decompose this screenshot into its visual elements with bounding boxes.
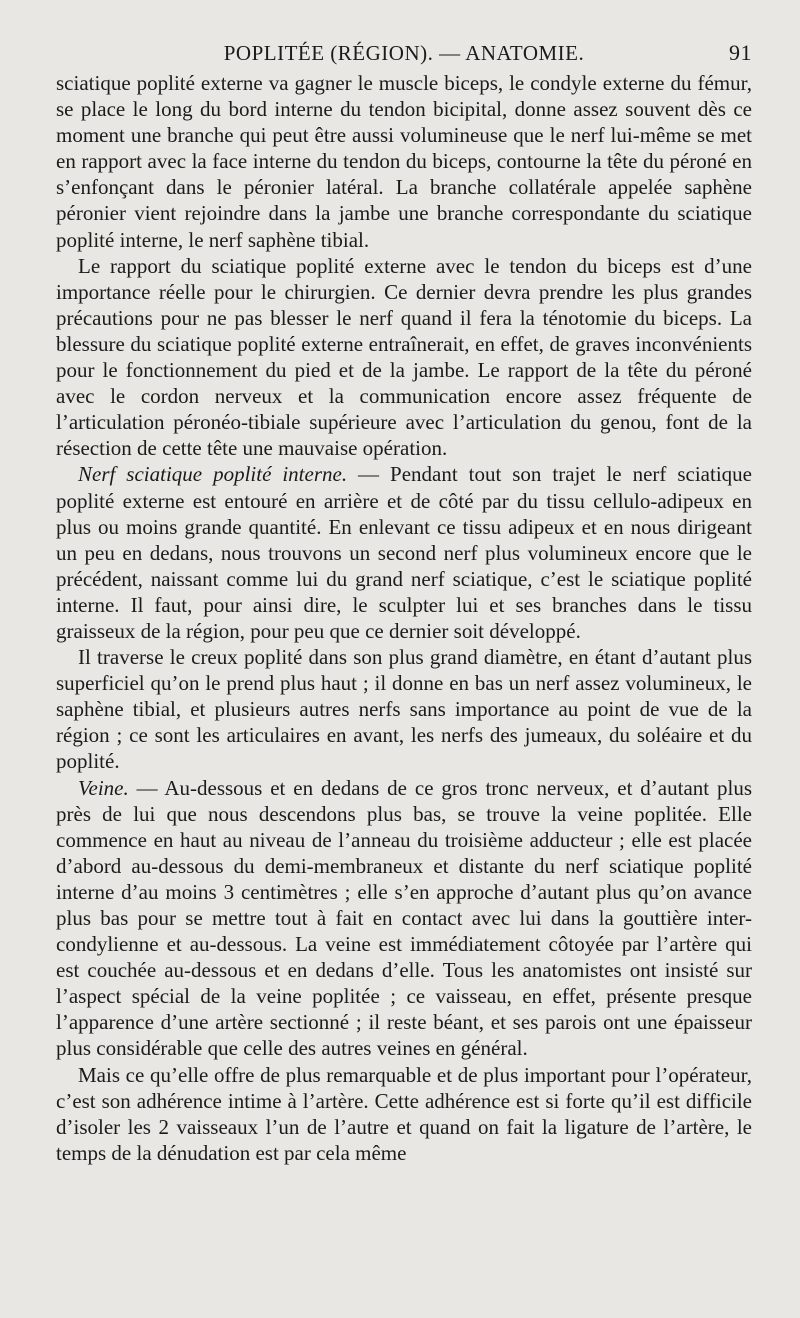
page-number: 91 [729,40,752,65]
paragraph [56,775,752,1062]
running-head [56,36,752,70]
paragraph-text: Il traverse le creux poplité dans son plus grand diamètre, en étant d’autant plus superficiel qu’on le prend plus haut ; il donne en bas un nerf assez volumineux, le saphène tibial, et plusieurs autres nerfs sans importance au point de vue de la région ; ce sont les articulaires en avant, les nerfs des jumeaux, du soléaire et du poplité. [56,645,752,774]
paragraph-text: — Pendant tout son trajet le nerf sciatique poplité externe est entouré en arrière et de côté par du tissu cellulo-adipeux en plus ou moins grande quantité. En enlevant ce tissu adipeux et en nous dirigeant un peu en dedans, nous trouvons un second nerf plus volumineux encore que le précédent, naissant comme lui du grand nerf sciatique, c’est le sciatique poplité interne. Il faut, pour ainsi dire, le sculpter lui et ses branches dans le tissu graisseux de la région, pour peu que ce dernier soit développé. [56,462,752,643]
paragraph [56,461,752,644]
paragraph [56,70,752,253]
paragraph [56,644,752,774]
body-text [56,70,752,1166]
section-heading: Veine. [78,775,129,800]
paragraph-text: Mais ce qu’elle offre de plus remarquable et de plus important pour l’opérateur, c’est son adhérence intime à l’artère. Cette adhérence est si forte qu’il est difficile d’isoler les 2 vaisseaux l’un de l’autre et quand on fait la ligature de l’artère, le temps de la dénudation est par cela même [56,1062,752,1165]
paragraph-text: sciatique poplité externe va gagner le muscle biceps, le condyle externe du fémur, se place le long du bord interne du tendon bicipital, donne assez souvent dès ce moment une branche qui peut être aussi volumineuse que le nerf lui-même se met en rapport avec la face interne du tendon du biceps, contourne la tête du péroné en s’enfonçant dans le péronier latéral. La branche collatérale appelée saphène péronier vient rejoindre dans la jambe une branche correspondante du sciatique poplité interne, le nerf saphène tibial. [56,71,752,252]
running-title: POPLITÉE (RÉGION). — ANATOMIE. [223,41,585,65]
paragraph-text: Le rapport du sciatique poplité externe avec le tendon du biceps est d’une importance réelle pour le chirurgien. Ce dernier devra prendre les plus grandes précautions pour ne pas blesser le nerf quand il fera la ténotomie du biceps. La blessure du sciatique poplité externe entraînerait, en effet, de graves inconvénients pour le fonctionnement du pied et de la jambe. Le rapport de la tête du péroné avec le cordon nerveux et la communication encore assez fréquente de l’articulation péronéo-tibiale supérieure avec l’articulation du genou, font de la résection de cette tête une mauvaise opération. [56,253,752,461]
section-heading: Nerf sciatique poplité interne. [78,462,348,487]
paragraph [56,1062,752,1166]
paragraph [56,253,752,462]
paragraph-text: — Au-dessous et en dedans de ce gros tronc nerveux, et d’autant plus près de lui que nous descendons plus bas, se trouve la veine poplitée. Elle commence en haut au niveau de l’anneau du troisième adducteur ; elle est placée d’abord au-dessous du demi-membraneux et distante du nerf sciatique poplité interne d’au moins 3 centimètres ; elle s’en approche d’autant plus qu’on avance plus bas pour se mettre tout à fait en contact avec lui dans la gouttière inter-condylienne et au-dessous. La veine est immédiatement côtoyée par l’artère qui est couchée au-dessous et en dedans d’elle. Tous les anatomistes ont insisté sur l’aspect spécial de la veine poplitée ; ce vaisseau, en effet, présente presque l’apparence d’une artère sectionné ; il reste béant, et ses parois ont une épaisseur plus considérable que celle des autres veines en général. [56,775,752,1061]
